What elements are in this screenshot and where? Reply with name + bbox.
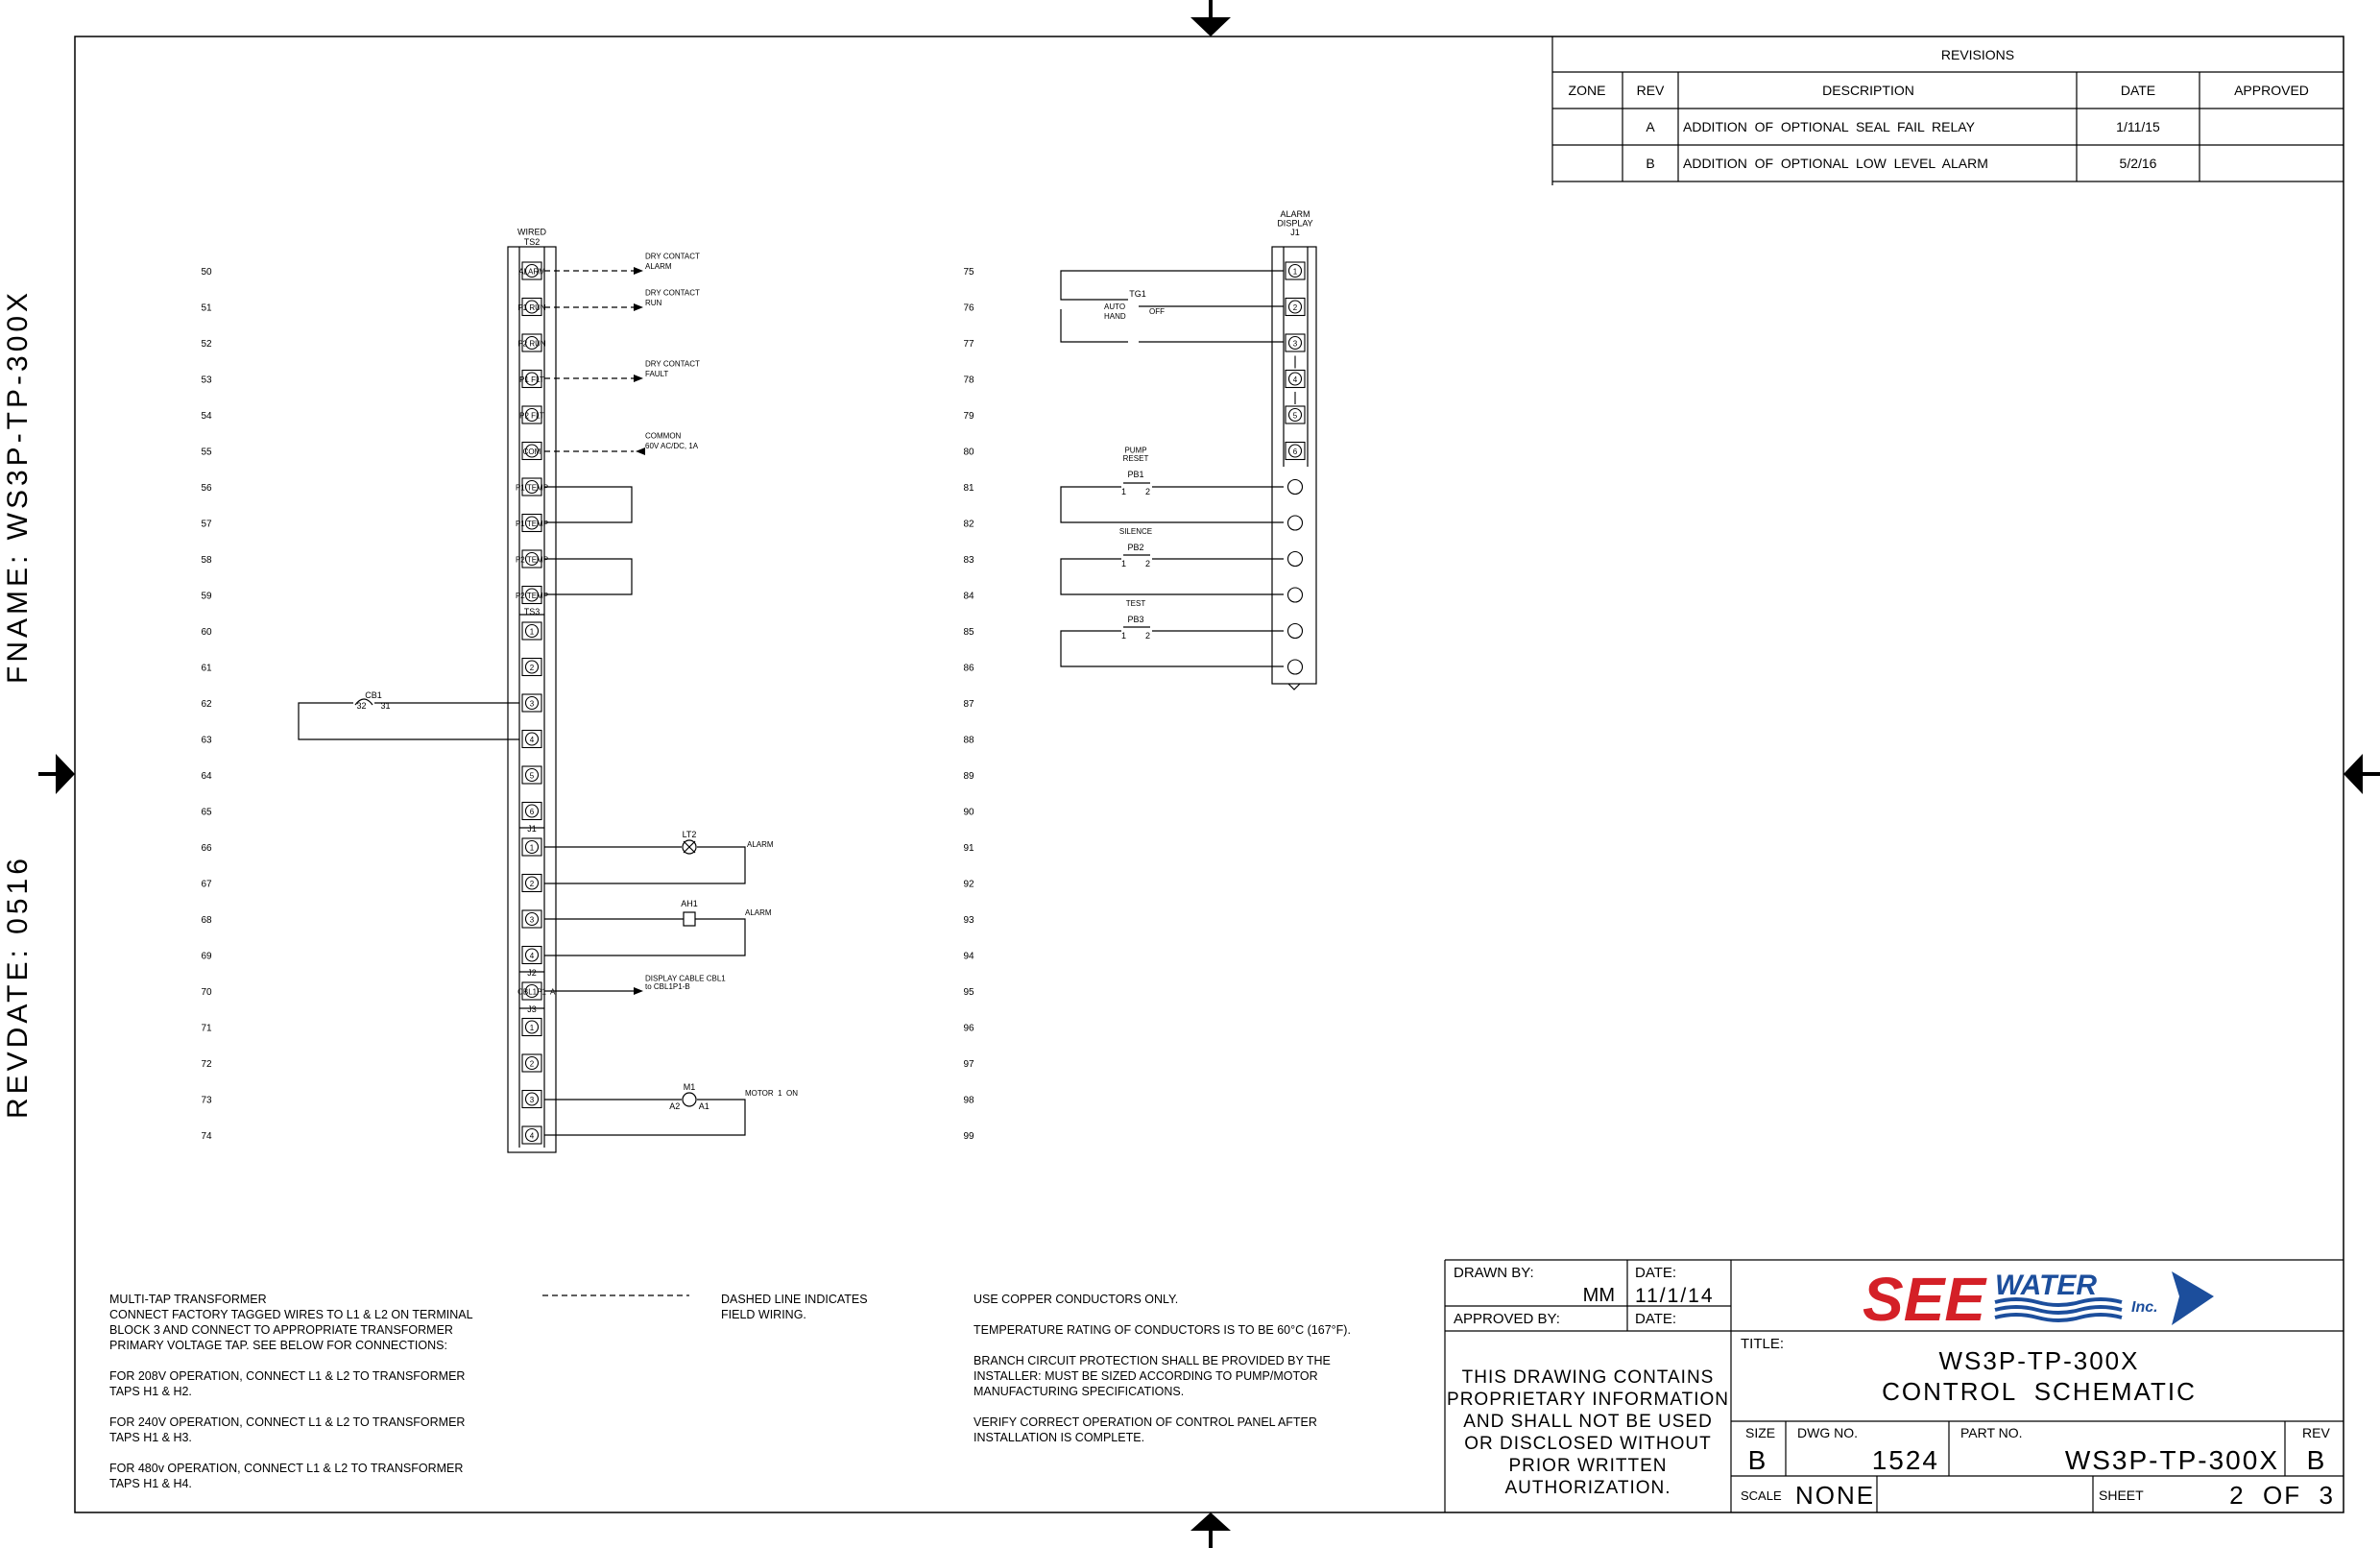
line-number: 62 bbox=[201, 699, 212, 710]
j1-tag: J1 bbox=[527, 824, 537, 834]
date-label: DATE: bbox=[1635, 1265, 1677, 1281]
line-number: 96 bbox=[963, 1023, 974, 1034]
terminal bbox=[522, 622, 541, 640]
terminal bbox=[517, 299, 546, 316]
line-number: 90 bbox=[963, 807, 974, 818]
terminal bbox=[522, 766, 541, 784]
alarm-display-terminal bbox=[1286, 443, 1305, 460]
alarm-display-terminal bbox=[1286, 299, 1305, 316]
terminal bbox=[522, 659, 541, 676]
scale-value: NONE bbox=[1795, 1481, 1876, 1510]
terminal-label: 3 bbox=[529, 915, 535, 925]
line-number: 57 bbox=[201, 519, 212, 530]
line-number: 63 bbox=[201, 735, 212, 746]
terminal bbox=[518, 262, 545, 279]
terminal-label: P1 FLT bbox=[519, 375, 544, 384]
title-line-2: CONTROL SCHEMATIC bbox=[1882, 1377, 2197, 1406]
terminal bbox=[516, 550, 548, 568]
terminal-label: 5 bbox=[1292, 411, 1298, 421]
j2-pin-label: A bbox=[550, 987, 556, 997]
terminal bbox=[522, 838, 541, 856]
terminal-label: 3 bbox=[1292, 339, 1298, 349]
line-number: 71 bbox=[201, 1023, 212, 1034]
dashed-note-line: DASHED LINE INDICATES bbox=[721, 1293, 868, 1306]
terminal-label: 6 bbox=[1292, 447, 1298, 456]
dry-contact-fault: DRY CONTACT FAULT bbox=[645, 359, 700, 378]
j2-tag: J2 bbox=[527, 968, 537, 978]
revisions-title: REVISIONS bbox=[1940, 47, 2015, 62]
j3-tag: J3 bbox=[527, 1004, 537, 1014]
logo-see: SEE bbox=[1863, 1265, 1986, 1334]
line-number: 55 bbox=[201, 447, 212, 458]
terminal bbox=[517, 982, 546, 1000]
line-number: 52 bbox=[201, 339, 212, 350]
line-number: 97 bbox=[963, 1059, 974, 1070]
approved-date-label: DATE: bbox=[1635, 1311, 1677, 1327]
connection-point bbox=[1288, 480, 1303, 495]
terminal-label: 3 bbox=[529, 1096, 535, 1104]
lt2-text: ALARM bbox=[747, 840, 774, 849]
pb3-title: TEST bbox=[1125, 599, 1146, 608]
terminal-label: 2 bbox=[529, 664, 535, 672]
terminal-label: 2 bbox=[529, 880, 535, 888]
terminal bbox=[522, 694, 541, 712]
center-mark-left bbox=[38, 754, 75, 794]
general-note-line: VERIFY CORRECT OPERATION OF CONTROL PANEL AFTER bbox=[974, 1415, 1317, 1429]
terminal bbox=[516, 515, 548, 532]
line-number: 98 bbox=[963, 1095, 974, 1106]
alarm-display-tag: ALARM DISPLAY J1 bbox=[1277, 209, 1313, 238]
terminal bbox=[516, 478, 548, 496]
line-number: 93 bbox=[963, 915, 974, 926]
tg1-switch bbox=[1061, 271, 1284, 342]
field-labels bbox=[645, 253, 700, 451]
line-numbers-left bbox=[201, 267, 212, 1142]
title-block-text bbox=[1447, 1265, 2335, 1510]
dry-contact-alarm: DRY CONTACT ALARM bbox=[645, 252, 700, 271]
date-value: 11/1/14 bbox=[1635, 1285, 1715, 1307]
transformer-note-line: FOR 480v OPERATION, CONNECT L1 & L2 TO TRANSFORMER bbox=[109, 1462, 464, 1475]
general-note-line: MANUFACTURING SPECIFICATIONS. bbox=[974, 1385, 1185, 1398]
line-number: 59 bbox=[201, 591, 212, 602]
terminal-label: 4 bbox=[529, 1131, 535, 1141]
line-numbers-right bbox=[963, 267, 974, 1142]
dashed-note-line: FIELD WIRING. bbox=[721, 1308, 806, 1321]
proprietary-line-1: THIS DRAWING CONTAINS bbox=[1461, 1367, 1715, 1388]
transformer-note-line: CONNECT FACTORY TAGGED WIRES TO L1 & L2 ON TERMINAL bbox=[109, 1308, 473, 1321]
transformer-note-line: PRIMARY VOLTAGE TAP. SEE BELOW FOR CONNECTIONS: bbox=[109, 1339, 447, 1352]
line-number: 69 bbox=[201, 951, 212, 962]
alarm-display-terminal bbox=[1286, 406, 1305, 423]
terminal-label: 4 bbox=[529, 952, 535, 960]
size-value: B bbox=[1747, 1445, 1767, 1475]
pb1-title: PUMP RESET bbox=[1122, 446, 1149, 463]
terminal-label: P2 TEMP bbox=[515, 592, 549, 600]
terminal-label: P1 TEMP bbox=[515, 520, 549, 528]
temp-jumpers bbox=[544, 487, 632, 594]
m1-label: M1 bbox=[683, 1082, 696, 1092]
line-number: 89 bbox=[963, 771, 974, 782]
display-cable-arrow bbox=[634, 987, 643, 995]
transformer-note-line: BLOCK 3 AND CONNECT TO APPROPRIATE TRANSFORMER bbox=[109, 1323, 453, 1337]
tg1-label: TG1 bbox=[1129, 289, 1146, 299]
title-label: TITLE: bbox=[1741, 1336, 1785, 1352]
pb2-label: PB2 bbox=[1127, 543, 1144, 552]
terminal-label: 5 bbox=[529, 771, 535, 781]
line-number: 77 bbox=[963, 339, 974, 350]
m1-motor-light bbox=[544, 1093, 745, 1135]
transformer-note-line: TAPS H1 & H2. bbox=[109, 1385, 192, 1398]
terminal bbox=[519, 371, 544, 388]
alarm-display-terminal bbox=[1286, 334, 1305, 351]
field-arrows bbox=[634, 267, 645, 455]
center-mark-bottom bbox=[1190, 1512, 1231, 1548]
pb2-title: SILENCE bbox=[1118, 527, 1153, 536]
transformer-note-line: FOR 240V OPERATION, CONNECT L1 & L2 TO TRANSFORMER bbox=[109, 1415, 466, 1429]
line-number: 83 bbox=[963, 555, 974, 566]
connection-point bbox=[1288, 588, 1303, 602]
line-number: 99 bbox=[963, 1131, 974, 1142]
terminal-label: 1 bbox=[529, 627, 535, 637]
line-number: 95 bbox=[963, 987, 974, 998]
lt2-alarm-light bbox=[544, 840, 745, 883]
line-number: 94 bbox=[963, 951, 974, 962]
alarm-display-terminal bbox=[1286, 371, 1305, 388]
terminal bbox=[517, 334, 546, 351]
terminal-label: P2 RUN bbox=[517, 339, 546, 349]
terminal-label: 2 bbox=[1292, 303, 1298, 312]
proprietary-line-3: AND SHALL NOT BE USED bbox=[1463, 1412, 1713, 1432]
line-number: 76 bbox=[963, 302, 974, 314]
terminal bbox=[519, 406, 544, 423]
tg1-auto: AUTO bbox=[1104, 302, 1126, 311]
terminal bbox=[522, 947, 541, 964]
transformer-note-line: TAPS H1 & H3. bbox=[109, 1431, 192, 1444]
m1-pins: A2 A1 bbox=[669, 1101, 709, 1111]
transformer-note-line: MULTI-TAP TRANSFORMER bbox=[109, 1293, 267, 1306]
rev-header-rev: REV bbox=[1636, 83, 1665, 98]
sheet-value: 2 OF 3 bbox=[2229, 1481, 2335, 1510]
terminal-label: 1 bbox=[529, 843, 535, 853]
rev-label: REV bbox=[2302, 1425, 2330, 1440]
line-number: 56 bbox=[201, 483, 212, 494]
terminal-label: COM bbox=[522, 447, 541, 456]
proprietary-line-6: AUTHORIZATION. bbox=[1504, 1478, 1671, 1498]
terminal-label: 3 bbox=[529, 699, 535, 709]
terminal-label: 2 bbox=[529, 1059, 535, 1069]
common-label: COMMON 60V AC/DC, 1A bbox=[645, 431, 699, 450]
line-number: 88 bbox=[963, 735, 974, 746]
terminal-label: P1 TEMP bbox=[515, 483, 549, 493]
terminal bbox=[522, 803, 541, 820]
line-number: 65 bbox=[201, 807, 212, 818]
line-number: 92 bbox=[963, 879, 974, 890]
line-number: 58 bbox=[201, 555, 212, 566]
dwg-no-label: DWG NO. bbox=[1797, 1425, 1858, 1440]
terminal-label: 6 bbox=[529, 808, 535, 816]
terminal bbox=[522, 443, 541, 460]
proprietary-line-5: PRIOR WRITTEN bbox=[1508, 1456, 1668, 1476]
proprietary-line-2: PROPRIETARY INFORMATION bbox=[1447, 1390, 1729, 1410]
size-label: SIZE bbox=[1745, 1425, 1776, 1440]
terminal-label: P1 RUN bbox=[517, 303, 546, 312]
general-note-line: BRANCH CIRCUIT PROTECTION SHALL BE PROVIDED BY THE bbox=[974, 1354, 1331, 1367]
line-number: 64 bbox=[201, 771, 212, 782]
display-cable-label: DISPLAY CABLE CBL1 to CBL1P1-B bbox=[645, 974, 726, 991]
line-number: 68 bbox=[201, 915, 212, 926]
connection-point bbox=[1288, 516, 1303, 530]
line-number: 54 bbox=[201, 411, 212, 422]
line-number: 79 bbox=[963, 411, 974, 422]
rev-row-a-rev: A bbox=[1646, 119, 1655, 134]
alarm-display-terminal bbox=[1286, 262, 1305, 279]
line-number: 67 bbox=[201, 879, 212, 890]
connection-point bbox=[1288, 660, 1303, 674]
logo-water: WATER bbox=[1995, 1270, 2098, 1301]
center-mark-right bbox=[2344, 754, 2380, 794]
tg1-hand: HAND bbox=[1104, 312, 1126, 321]
general-note-line: INSTALLER: MUST BE SIZED ACCORDING TO PUMP/MOTOR bbox=[974, 1369, 1318, 1383]
line-number: 80 bbox=[963, 447, 974, 458]
rev-row-b-description: ADDITION OF OPTIONAL LOW LEVEL ALARM bbox=[1683, 156, 1988, 171]
line-number: 73 bbox=[201, 1095, 212, 1106]
cb1-label: CB1 bbox=[365, 690, 382, 700]
line-number: 60 bbox=[201, 627, 212, 638]
sheet-label: SHEET bbox=[2099, 1488, 2144, 1503]
pb3-pushbutton bbox=[1061, 627, 1284, 666]
pb3-pins: 1 2 bbox=[1120, 631, 1151, 641]
line-number: 72 bbox=[201, 1059, 212, 1070]
pb1-label: PB1 bbox=[1127, 470, 1144, 479]
terminal bbox=[522, 1019, 541, 1036]
line-number: 85 bbox=[963, 627, 974, 638]
lt2-label: LT2 bbox=[682, 830, 697, 839]
pb2-pushbutton bbox=[1061, 555, 1284, 594]
approved-by-label: APPROVED BY: bbox=[1454, 1311, 1560, 1327]
ts3-tag: TS3 bbox=[523, 607, 541, 617]
logo-inc: Inc. bbox=[2131, 1299, 2158, 1316]
seewater-logo bbox=[1863, 1265, 2214, 1334]
line-number: 82 bbox=[963, 519, 974, 530]
rev-row-b-date: 5/2/16 bbox=[2119, 156, 2157, 171]
terminal-label: ALARM bbox=[518, 267, 545, 277]
general-note-line: USE COPPER CONDUCTORS ONLY. bbox=[974, 1293, 1179, 1306]
general-note-line: TEMPERATURE RATING OF CONDUCTORS IS TO BE 60°C (167°F). bbox=[974, 1323, 1351, 1337]
cb1-pins: 32 31 bbox=[356, 701, 391, 711]
rev-row-b-rev: B bbox=[1646, 156, 1655, 171]
rev-header-description: DESCRIPTION bbox=[1822, 83, 1914, 98]
pb2-pins: 1 2 bbox=[1120, 559, 1151, 568]
rev-row-a-description: ADDITION OF OPTIONAL SEAL FAIL RELAY bbox=[1683, 119, 1975, 134]
center-mark-top bbox=[1190, 0, 1231, 36]
dwg-no-value: 1524 bbox=[1871, 1445, 1939, 1475]
terminal bbox=[522, 731, 541, 748]
terminal bbox=[522, 1091, 541, 1108]
cb1-breaker bbox=[299, 699, 519, 739]
pb1-pushbutton bbox=[1061, 483, 1284, 522]
terminal bbox=[522, 875, 541, 892]
ah1-horn bbox=[544, 912, 745, 955]
rev-header-approved: APPROVED bbox=[2234, 83, 2309, 98]
terminal-label: 4 bbox=[1292, 375, 1298, 384]
line-number: 81 bbox=[963, 483, 974, 494]
terminal bbox=[522, 1054, 541, 1072]
terminal bbox=[522, 910, 541, 928]
part-no-value: WS3P-TP-300X bbox=[2064, 1445, 2279, 1475]
rev-header-date: DATE bbox=[2120, 83, 2156, 98]
line-number: 84 bbox=[963, 591, 974, 602]
ts2-tag: WIRED TS2 bbox=[517, 227, 546, 247]
revdate-label: REVDATE: 0516 bbox=[2, 855, 34, 1119]
pb1-pins: 1 2 bbox=[1120, 487, 1151, 496]
line-number: 70 bbox=[201, 987, 212, 998]
dashed-line-note bbox=[721, 1292, 913, 1322]
proprietary-line-4: OR DISCLOSED WITHOUT bbox=[1464, 1434, 1712, 1454]
part-no-label: PART NO. bbox=[1960, 1425, 2023, 1440]
drawn-by-value: MM bbox=[1582, 1285, 1615, 1306]
scale-label: SCALE bbox=[1741, 1488, 1782, 1503]
connection-point bbox=[1288, 552, 1303, 567]
field-wiring bbox=[544, 271, 634, 451]
terminal-label: 1 bbox=[1292, 267, 1298, 277]
rev-value: B bbox=[2306, 1445, 2325, 1475]
title-line-1: WS3P-TP-300X bbox=[1938, 1346, 2140, 1375]
transformer-notes bbox=[109, 1292, 551, 1491]
terminal-label: 1 bbox=[529, 1024, 535, 1032]
connection-point bbox=[1288, 624, 1303, 639]
pb3-label: PB3 bbox=[1127, 615, 1144, 624]
terminal-label: 4 bbox=[529, 736, 535, 744]
line-number: 75 bbox=[963, 267, 974, 278]
fname-label: FNAME: WS3P-TP-300X bbox=[2, 288, 34, 684]
tg1-off: OFF bbox=[1149, 307, 1165, 316]
terminal-label: CBL1P1 bbox=[517, 987, 546, 997]
transformer-note-line: TAPS H1 & H4. bbox=[109, 1477, 192, 1490]
line-number: 86 bbox=[963, 663, 974, 674]
ah1-text: ALARM bbox=[745, 908, 772, 917]
terminal bbox=[522, 1126, 541, 1144]
line-number: 78 bbox=[963, 375, 974, 386]
terminal bbox=[516, 587, 548, 604]
line-number: 87 bbox=[963, 699, 974, 710]
transformer-note-line: FOR 208V OPERATION, CONNECT L1 & L2 TO TRANSFORMER bbox=[109, 1369, 466, 1383]
general-note-line: INSTALLATION IS COMPLETE. bbox=[974, 1431, 1145, 1444]
terminals-right bbox=[1286, 262, 1305, 674]
line-number: 74 bbox=[201, 1131, 212, 1142]
line-number: 51 bbox=[201, 302, 212, 314]
line-number: 50 bbox=[201, 267, 212, 278]
terminal-label: P2 FLT bbox=[519, 411, 544, 421]
terminal-label: P2 TEMP bbox=[515, 555, 549, 565]
ah1-label: AH1 bbox=[681, 899, 698, 908]
line-number: 91 bbox=[963, 843, 974, 854]
dry-contact-run: DRY CONTACT RUN bbox=[645, 288, 700, 307]
m1-text: MOTOR 1 ON bbox=[745, 1089, 798, 1098]
rev-row-a-date: 1/11/15 bbox=[2116, 119, 2160, 134]
line-number: 66 bbox=[201, 843, 212, 854]
line-number: 61 bbox=[201, 663, 212, 674]
rev-header-zone: ZONE bbox=[1568, 83, 1606, 98]
drawn-by-label: DRAWN BY: bbox=[1454, 1265, 1534, 1281]
general-notes bbox=[974, 1292, 1425, 1445]
line-number: 53 bbox=[201, 375, 212, 386]
